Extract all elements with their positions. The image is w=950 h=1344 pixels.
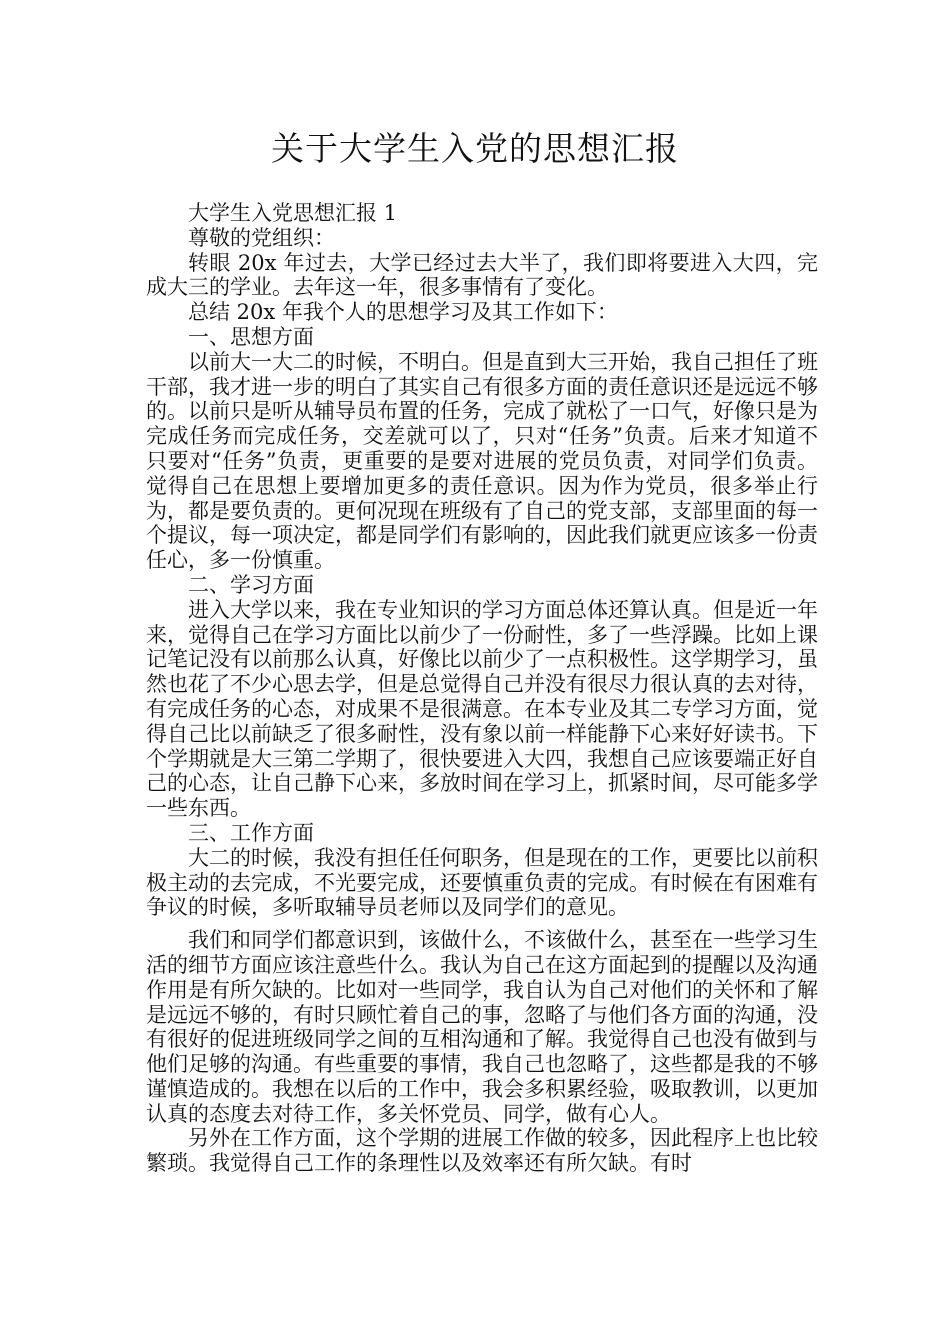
- paragraph: 进入大学以来，我在专业知识的学习方面总体还算认真。但是近一年来，觉得自己在学习方面比以前少了一份耐性，多了一些浮躁。比如上课记笔记没有以前那么认真，好像比以前少了一点积极性。这学期学习，虽然也花了不少心思去学，但是总觉得自己并没有很尽力很认真的去对待，有完成任务的心态，对成果不是很满意。在本专业及其二专学习方面，觉得自己比以前缺乏了很多耐性，没有象以前一样能静下心来好好读书。下个学期就是大三第二学期了，很快要进入大四，我想自己应该要端正好自己的心态，让自己静下心来，多放时间在学习上，抓紧时间，尽可能多学一些东西。: [146, 597, 818, 821]
- paragraph: 大二的时候，我没有担任任何职务，但是现在的工作，更要比以前积极主动的去完成，不光要完成，还要慎重负责的完成。有时候在有困难有争议的时候，多听取辅导员老师以及同学们的意见。: [146, 845, 818, 920]
- paragraph-subtitle: 大学生入党思想汇报 1: [188, 201, 398, 225]
- paragraph: 以前大一大二的时候，不明白。但是直到大三开始，我自己担任了班干部，我才进一步的明白了其实自己有很多方面的责任意识还是远远不够的。以前只是听从辅导员布置的任务，完成了就松了一口气，好像只是为完成任务而完成任务，交差就可以了，只对“任务”负责。后来才知道不只要对“任务”负责，更重要的是要对进展的党员负责，对同学们负责。觉得自己在思想上要增加更多的责任意识。因为作为党员，很多举止行为，都是要负责的。更何况现在班级有了自己的党支部，支部里面的每一个提议，每一项决定，都是同学们有影响的，因此我们就更应该多一份责任心，多一份慎重。: [146, 349, 818, 573]
- section-heading: 二、学习方面: [188, 572, 314, 597]
- document-body: [146, 201, 818, 1176]
- section-heading: 三、工作方面: [188, 820, 314, 845]
- paragraph: 我们和同学们都意识到，该做什么，不该做什么，甚至在一些学习生活的细节方面应该注意些什么。我认为自己在这方面起到的提醒以及沟通作用是有所欠缺的。比如对一些同学，我自认为自己对他们的关怀和了解是远远不够的，有时只顾忙着自己的事，忽略了与他们各方面的沟通，没有很好的促进班级同学之间的互相沟通和了解。我觉得自己也没有做到与他们足够的沟通。有些重要的事情，我自己也忽略了，这些都是我的不够谨慎造成的。我想在以后的工作中，我会多积累经验，吸取教训，以更加认真的态度去对待工作，多关怀党员、同学，做有心人。: [146, 928, 818, 1126]
- document-title: 关于大学生入党的思想汇报: [271, 129, 679, 168]
- section-heading: 一、思想方面: [188, 324, 314, 349]
- paragraph: 另外在工作方面，这个学期的进展工作做的较多，因此程序上也比较繁琐。我觉得自己工作的条理性以及效率还有所欠缺。有时: [146, 1126, 818, 1176]
- paragraph: 总结 20x 年我个人的思想学习及其工作如下：: [188, 300, 618, 325]
- paragraph-salutation: 尊敬的党组织：: [188, 225, 335, 250]
- paragraph: 转眼 20x 年过去，大学已经过去大半了，我们即将要进入大四，完成大三的学业。去年这一年，很多事情有了变化。: [146, 250, 818, 300]
